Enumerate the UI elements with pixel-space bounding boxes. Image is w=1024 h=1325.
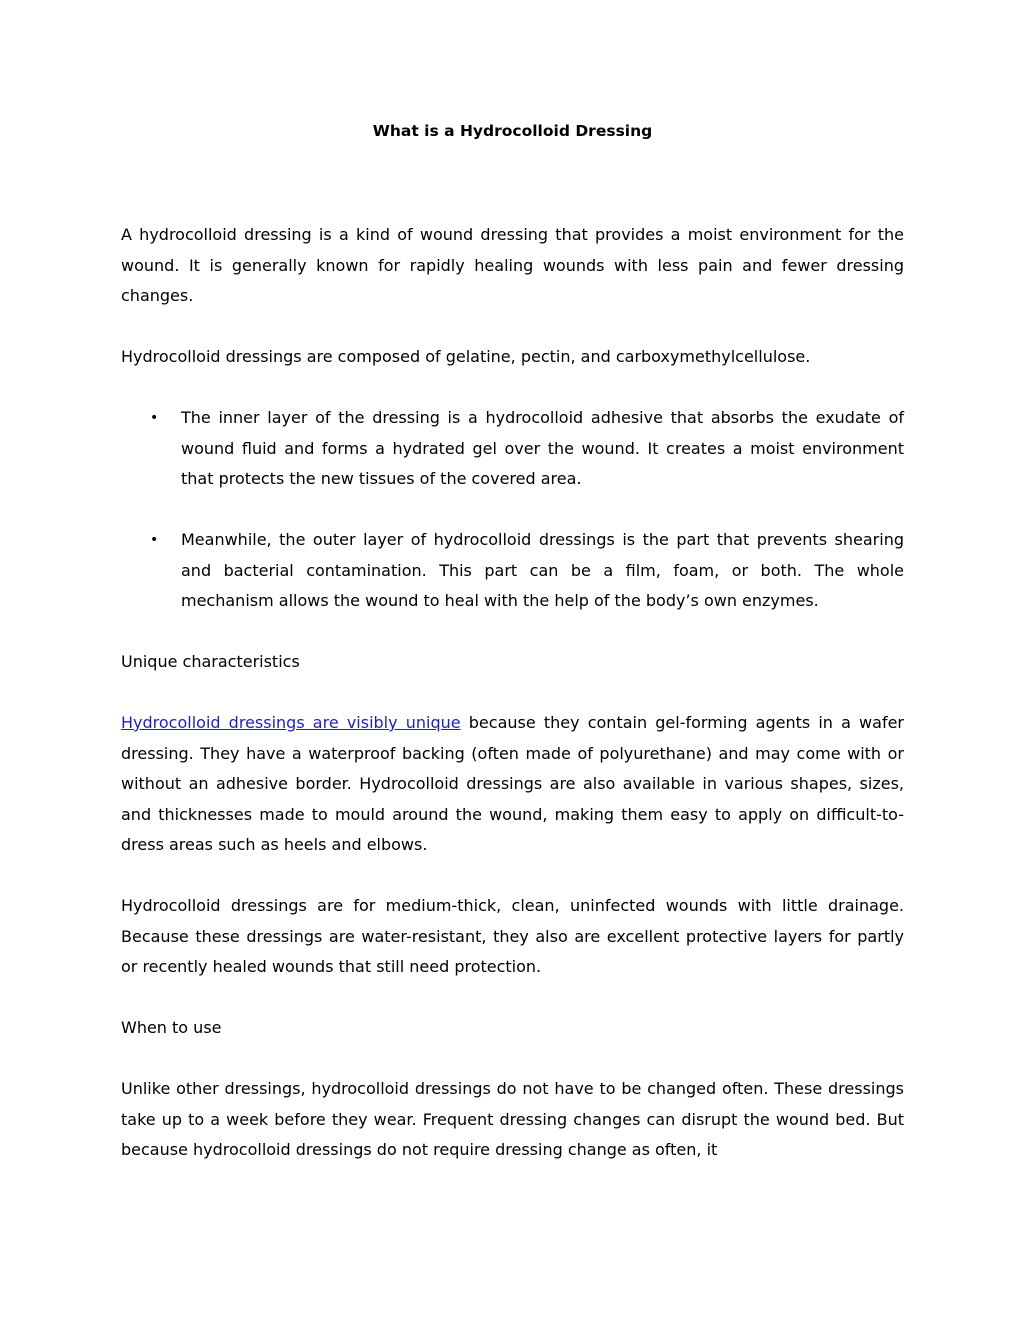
layers-list [121,403,904,617]
unique-link[interactable]: Hydrocolloid dressings are visibly unique [121,713,461,732]
heading-when-to-use: When to use [121,1018,222,1037]
list-item-text: Meanwhile, the outer layer of hydrocolloid dressings is the part that prevents shearing and bacterial contamination. This part can be a film, foam, or both. The whole mechanism allows the wound to heal with the help of the body’s own enzymes. [181,530,904,610]
intro-paragraph: A hydrocolloid dressing is a kind of wound dressing that provides a moist environment for the wound. It is generally known for rapidly healing wounds with less pain and fewer dressing changes. [121,225,904,305]
list-item [121,403,904,495]
unique-paragraph-text: because they contain gel-forming agents in a wafer dressing. They have a waterproof backing (often made of polyurethane) and may come with or without an adhesive border. Hydrocolloid dressings are also available in various shapes, sizes, and thicknesses made to mould around the wound, making them easy to apply on difficult-to-dress areas such as heels and elbows. [121,713,904,854]
composition-paragraph: Hydrocolloid dressings are composed of gelatine, pectin, and carboxymethylcellulose. [121,347,811,366]
unique-paragraph [121,708,904,861]
when-paragraph: Unlike other dressings, hydrocolloid dressings do not have to be changed often. These dressings take up to a week before they wear. Frequent dressing changes can disrupt the wound bed. But because hydrocolloid dressings do not require dressing change as often, it [121,1079,904,1159]
document-page [121,118,904,1166]
document-title: What is a Hydrocolloid Dressing [372,122,653,140]
list-item-text: The inner layer of the dressing is a hydrocolloid adhesive that absorbs the exudate of wound fluid and forms a hydrated gel over the wound. It creates a moist environment that protects the new tissues of the covered area. [181,408,904,488]
list-item [121,525,904,617]
medium-paragraph: Hydrocolloid dressings are for medium-thick, clean, uninfected wounds with little drainage. Because these dressings are water-resistant, they also are excellent protective layers for partly or recently healed wounds that still need protection. [121,896,904,976]
heading-unique-characteristics: Unique characteristics [121,652,300,671]
bullet-icon: • [150,410,159,426]
bullet-icon: • [150,532,159,548]
